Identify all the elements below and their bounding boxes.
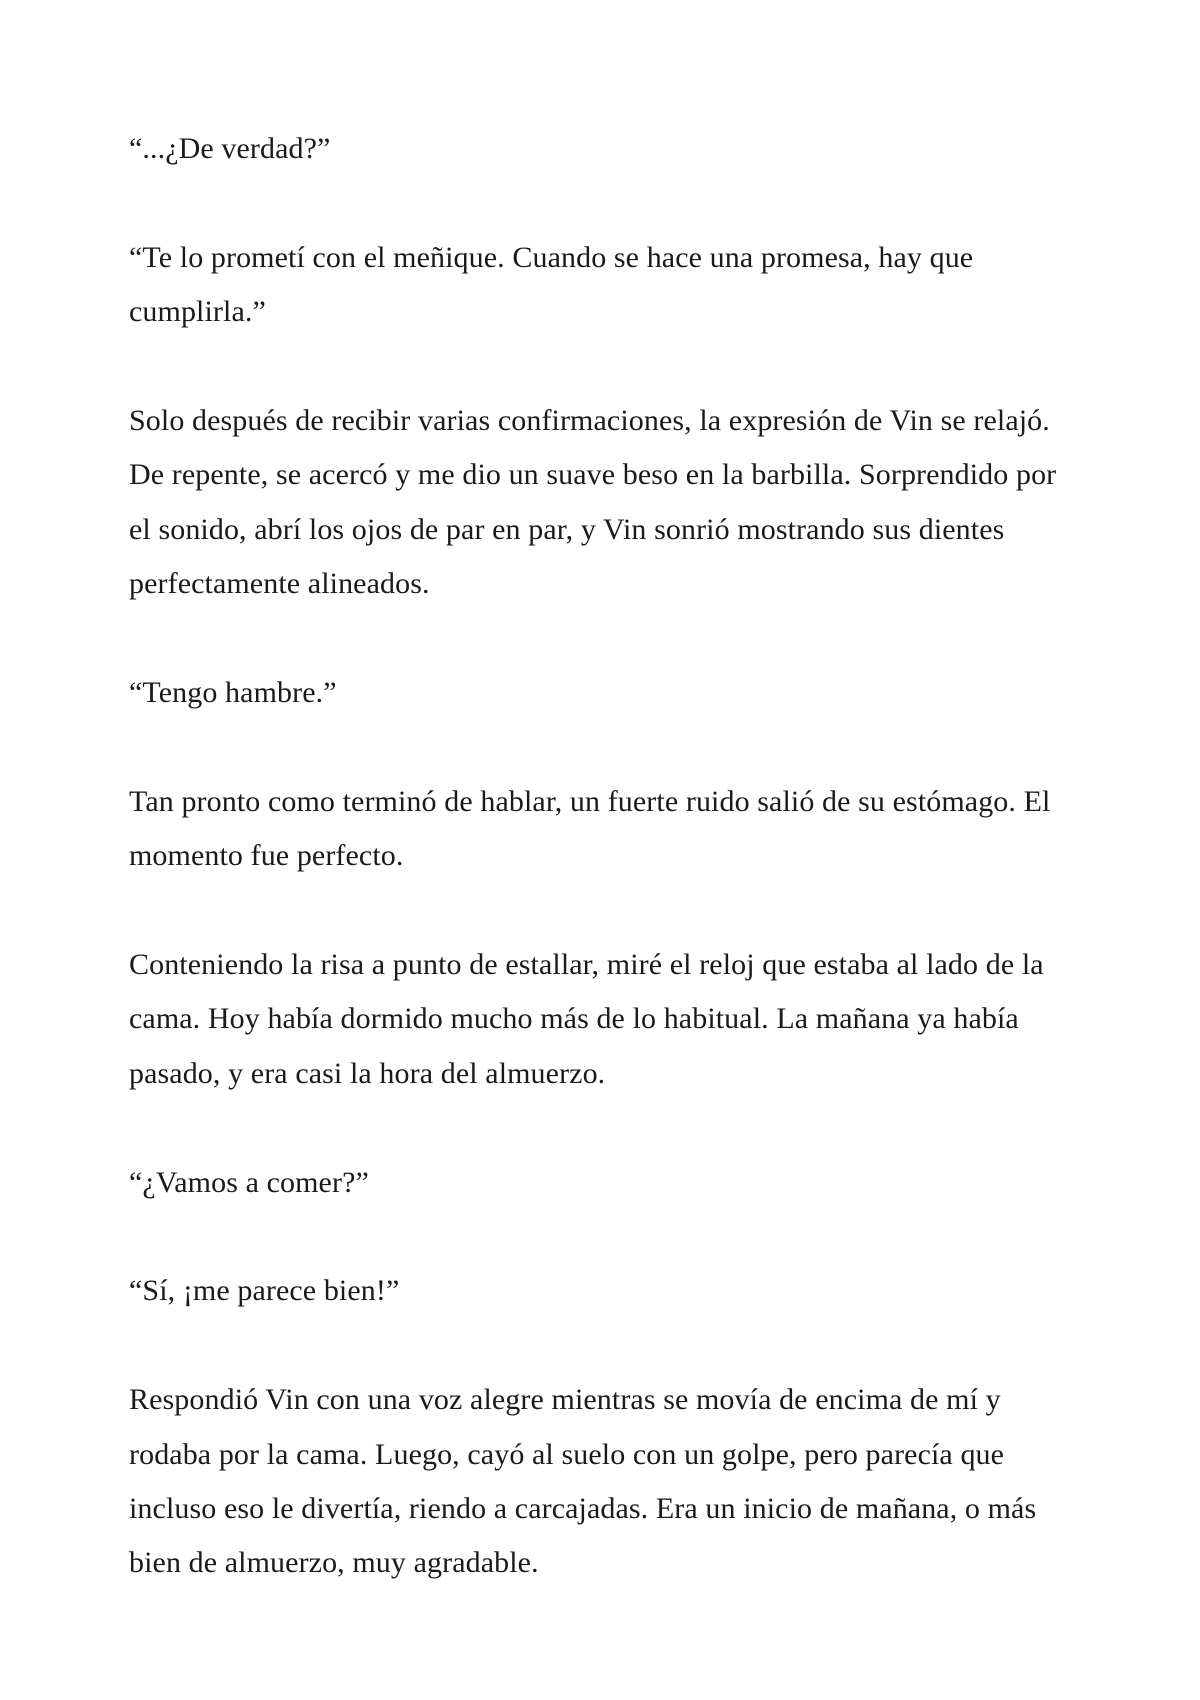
paragraph-dialogue-de-verdad: “...¿De verdad?” — [129, 132, 331, 165]
paragraph-narration-beso: Solo después de recibir varias confirmaciones, la expresión de Vin se relajó. De repente, se acercó y me dio un suave beso en la barbilla. Sorprendido por el sonido, abrí los ojos de par en par, y Vin sonrió mostrando sus dientes perfectamente alineados. — [129, 404, 1057, 601]
paragraph-narration-almuerzo: Respondió Vin con una voz alegre mientras se movía de encima de mí y rodaba por la cama. Luego, cayó al suelo con un golpe, pero parecía que incluso eso le divertía, riendo a carcajadas. Era un inicio de mañana, o más bien de almuerzo, muy agradable. — [129, 1383, 1037, 1580]
paragraph-narration-estomago: Tan pronto como terminó de hablar, un fuerte ruido salió de su estómago. El momento fue perfecto. — [129, 784, 1051, 873]
paragraph-narration-reloj: Conteniendo la risa a punto de estallar, miré el reloj que estaba al lado de la cama. Hoy había dormido mucho más de lo habitual. La mañana ya había pasado, y era casi la hora del almuerzo. — [129, 948, 1044, 1090]
paragraph-dialogue-hambre: “Tengo hambre.” — [129, 676, 337, 710]
paragraph-dialogue-bien: “Sí, ¡me parece bien!” — [129, 1274, 400, 1308]
text-column — [129, 122, 1081, 1591]
paragraph-dialogue-comer: “¿Vamos a comer?” — [129, 1165, 369, 1199]
paragraph-dialogue-promesa: “Te lo prometí con el meñique. Cuando se hace una promesa, hay que cumplirla.” — [129, 240, 974, 329]
